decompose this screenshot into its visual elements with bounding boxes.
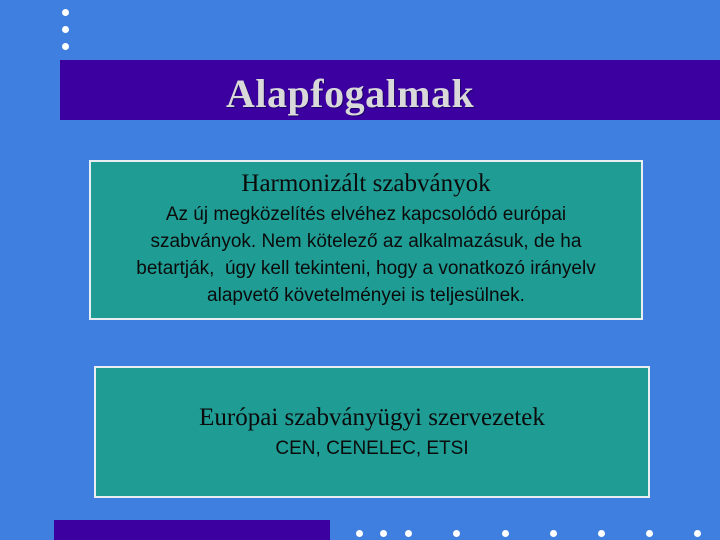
bullet-dot-icon [646,530,653,537]
slide-title: Alapfogalmak [226,71,475,116]
bullet-dot-icon [694,530,701,537]
bullet-dot-icon [356,530,363,537]
bullet-dot-icon [62,26,69,33]
box-body [91,201,641,309]
box-body-line: betartják, úgy kell tekinteni, hogy a vonatkozó irányelv [136,258,596,279]
box-body-line: szabványok. Nem kötelező az alkalmazásuk, de ha [150,231,582,252]
box-body: CEN, CENELEC, ETSI [275,438,469,459]
harmonized-standards-box [89,160,643,320]
bullet-dot-icon [502,530,509,537]
bullet-dot-icon [62,9,69,16]
bullet-dot-icon [62,43,69,50]
bullet-dot-icon [550,530,557,537]
bottom-bar [54,520,330,540]
box-heading: Harmonizált szabványok [241,170,491,197]
box-heading: Európai szabványügyi szervezetek [199,404,545,431]
bullet-dot-icon [405,530,412,537]
standards-organizations-box [94,366,650,498]
box-body-line: Az új megközelítés elvéhez kapcsolódó európai [165,204,567,225]
bullet-dot-icon [453,530,460,537]
bullet-dot-icon [598,530,605,537]
box-body-line: alapvető követelményei is teljesülnek. [207,285,525,306]
bullet-dot-icon [380,530,387,537]
